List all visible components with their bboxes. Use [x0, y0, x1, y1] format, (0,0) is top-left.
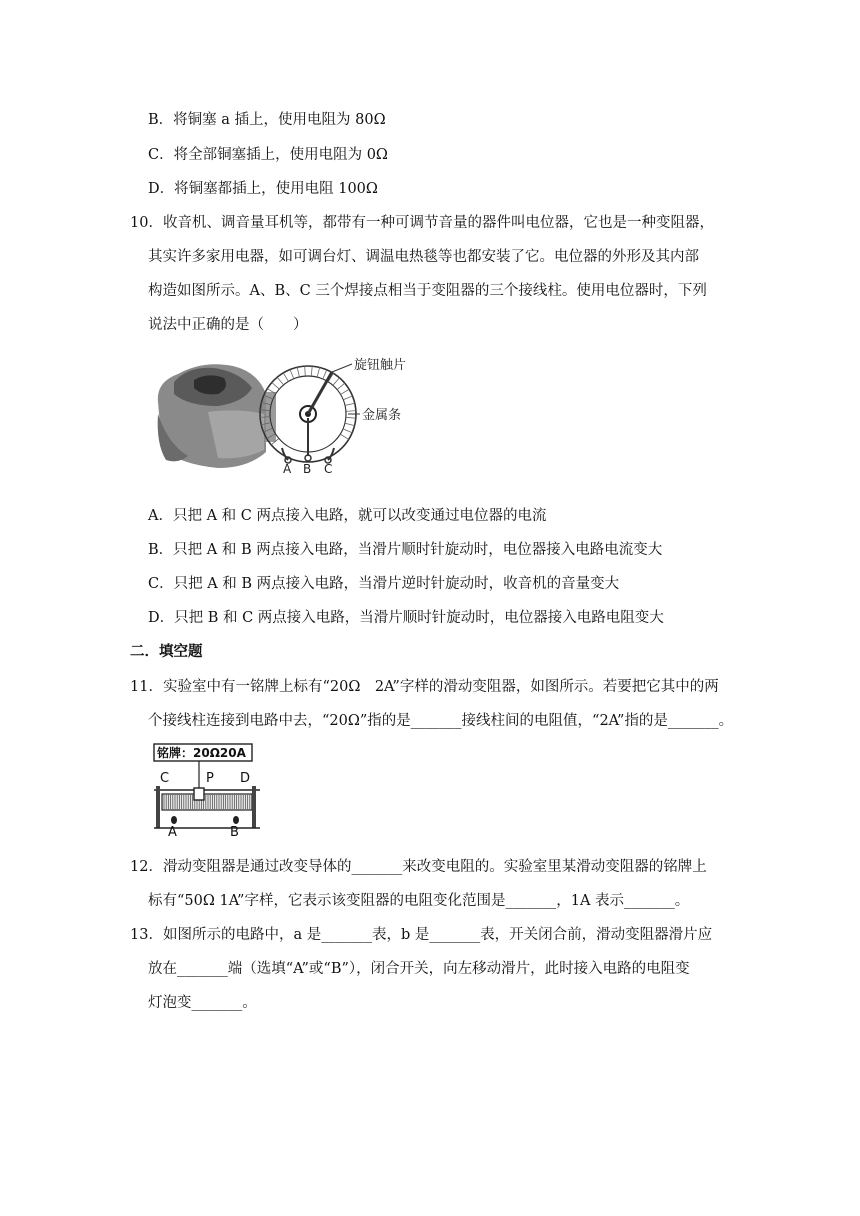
q9-option-b: B．将铜塞 a 插上，使用电阻为 80Ω — [148, 112, 386, 128]
q13-line-3: 灯泡变_______。 — [148, 995, 257, 1011]
q12-line-1: 12．滑动变阻器是通过改变导体的_______来改变电阻的。实验室里某滑动变阻器的铭牌上 — [130, 859, 707, 875]
terminal-b-label: B — [230, 825, 239, 838]
q10-option-b: B．只把 A 和 B 两点接入电路，当滑片顺时针旋动时，电位器接入电路电流变大 — [148, 542, 663, 558]
terminal-b-label: B — [303, 462, 312, 474]
q9-option-c: C．将全部铜塞插上，使用电阻为 0Ω — [148, 147, 388, 163]
rheostat-figure — [148, 742, 268, 838]
q10-line-3: 构造如图所示。A、B、C 三个焊接点相当于变阻器的三个接线柱。使用电位器时，下列 — [148, 283, 707, 299]
knob-label: 旋钮触片 — [354, 358, 407, 373]
q10-line-1: 10．收音机、调音量耳机等，都带有一种可调节音量的器件叫电位器，它也是一种变阻器， — [130, 215, 714, 231]
section-title: 二．填空题 — [130, 643, 203, 660]
q11-line-2: 个接线柱连接到电路中去，“20Ω”指的是_______接线柱间的电阻值，“2A”指的是_______。 — [148, 713, 734, 729]
q12-line-2: 标有“50Ω 1A”字样，它表示该变阻器的电阻变化范围是_______，1A 表示_______。 — [148, 893, 690, 909]
potentiometer-photo — [158, 364, 276, 468]
strip-label: 金属条 — [362, 408, 402, 423]
nameplate-text: 铭牌：20Ω20A — [157, 746, 246, 760]
q10-option-d: D．只把 B 和 C 两点接入电路，当滑片顺时针旋动时，电位器接入电路电阻变大 — [148, 610, 664, 626]
q10-option-c: C．只把 A 和 B 两点接入电路，当滑片逆时针旋动时，收音机的音量变大 — [148, 576, 620, 592]
q11-line-1: 11．实验室中有一铭牌上标有“20Ω 2A”字样的滑动变阻器，如图所示。若要把它其中的两 — [130, 679, 719, 695]
terminal-c-label: C — [160, 771, 170, 786]
terminal-a-label: A — [283, 462, 292, 474]
q10-line-4: 说法中正确的是（ ） — [148, 317, 308, 333]
q10-line-2: 其实许多家用电器，如可调台灯、调温电热毯等也都安装了它。电位器的外形及其内部 — [148, 249, 699, 265]
terminal-a-label: A — [168, 825, 177, 838]
potentiometer-figure — [148, 352, 428, 474]
terminal-d-label: D — [240, 771, 251, 786]
q9-option-d: D．将铜塞都插上，使用电阻 100Ω — [148, 181, 378, 197]
slider-p-label: P — [206, 771, 214, 786]
q10-option-a: A．只把 A 和 C 两点接入电路，就可以改变通过电位器的电流 — [148, 508, 547, 524]
q13-line-1: 13．如图所示的电路中，a 是_______表，b 是_______表，开关闭合前，滑动变阻器滑片应 — [130, 927, 713, 943]
q13-line-2: 放在_______端（选填“A”或“B”），闭合开关，向左移动滑片，此时接入电路的电阻变 — [148, 961, 690, 977]
terminal-c-label: C — [324, 462, 333, 474]
